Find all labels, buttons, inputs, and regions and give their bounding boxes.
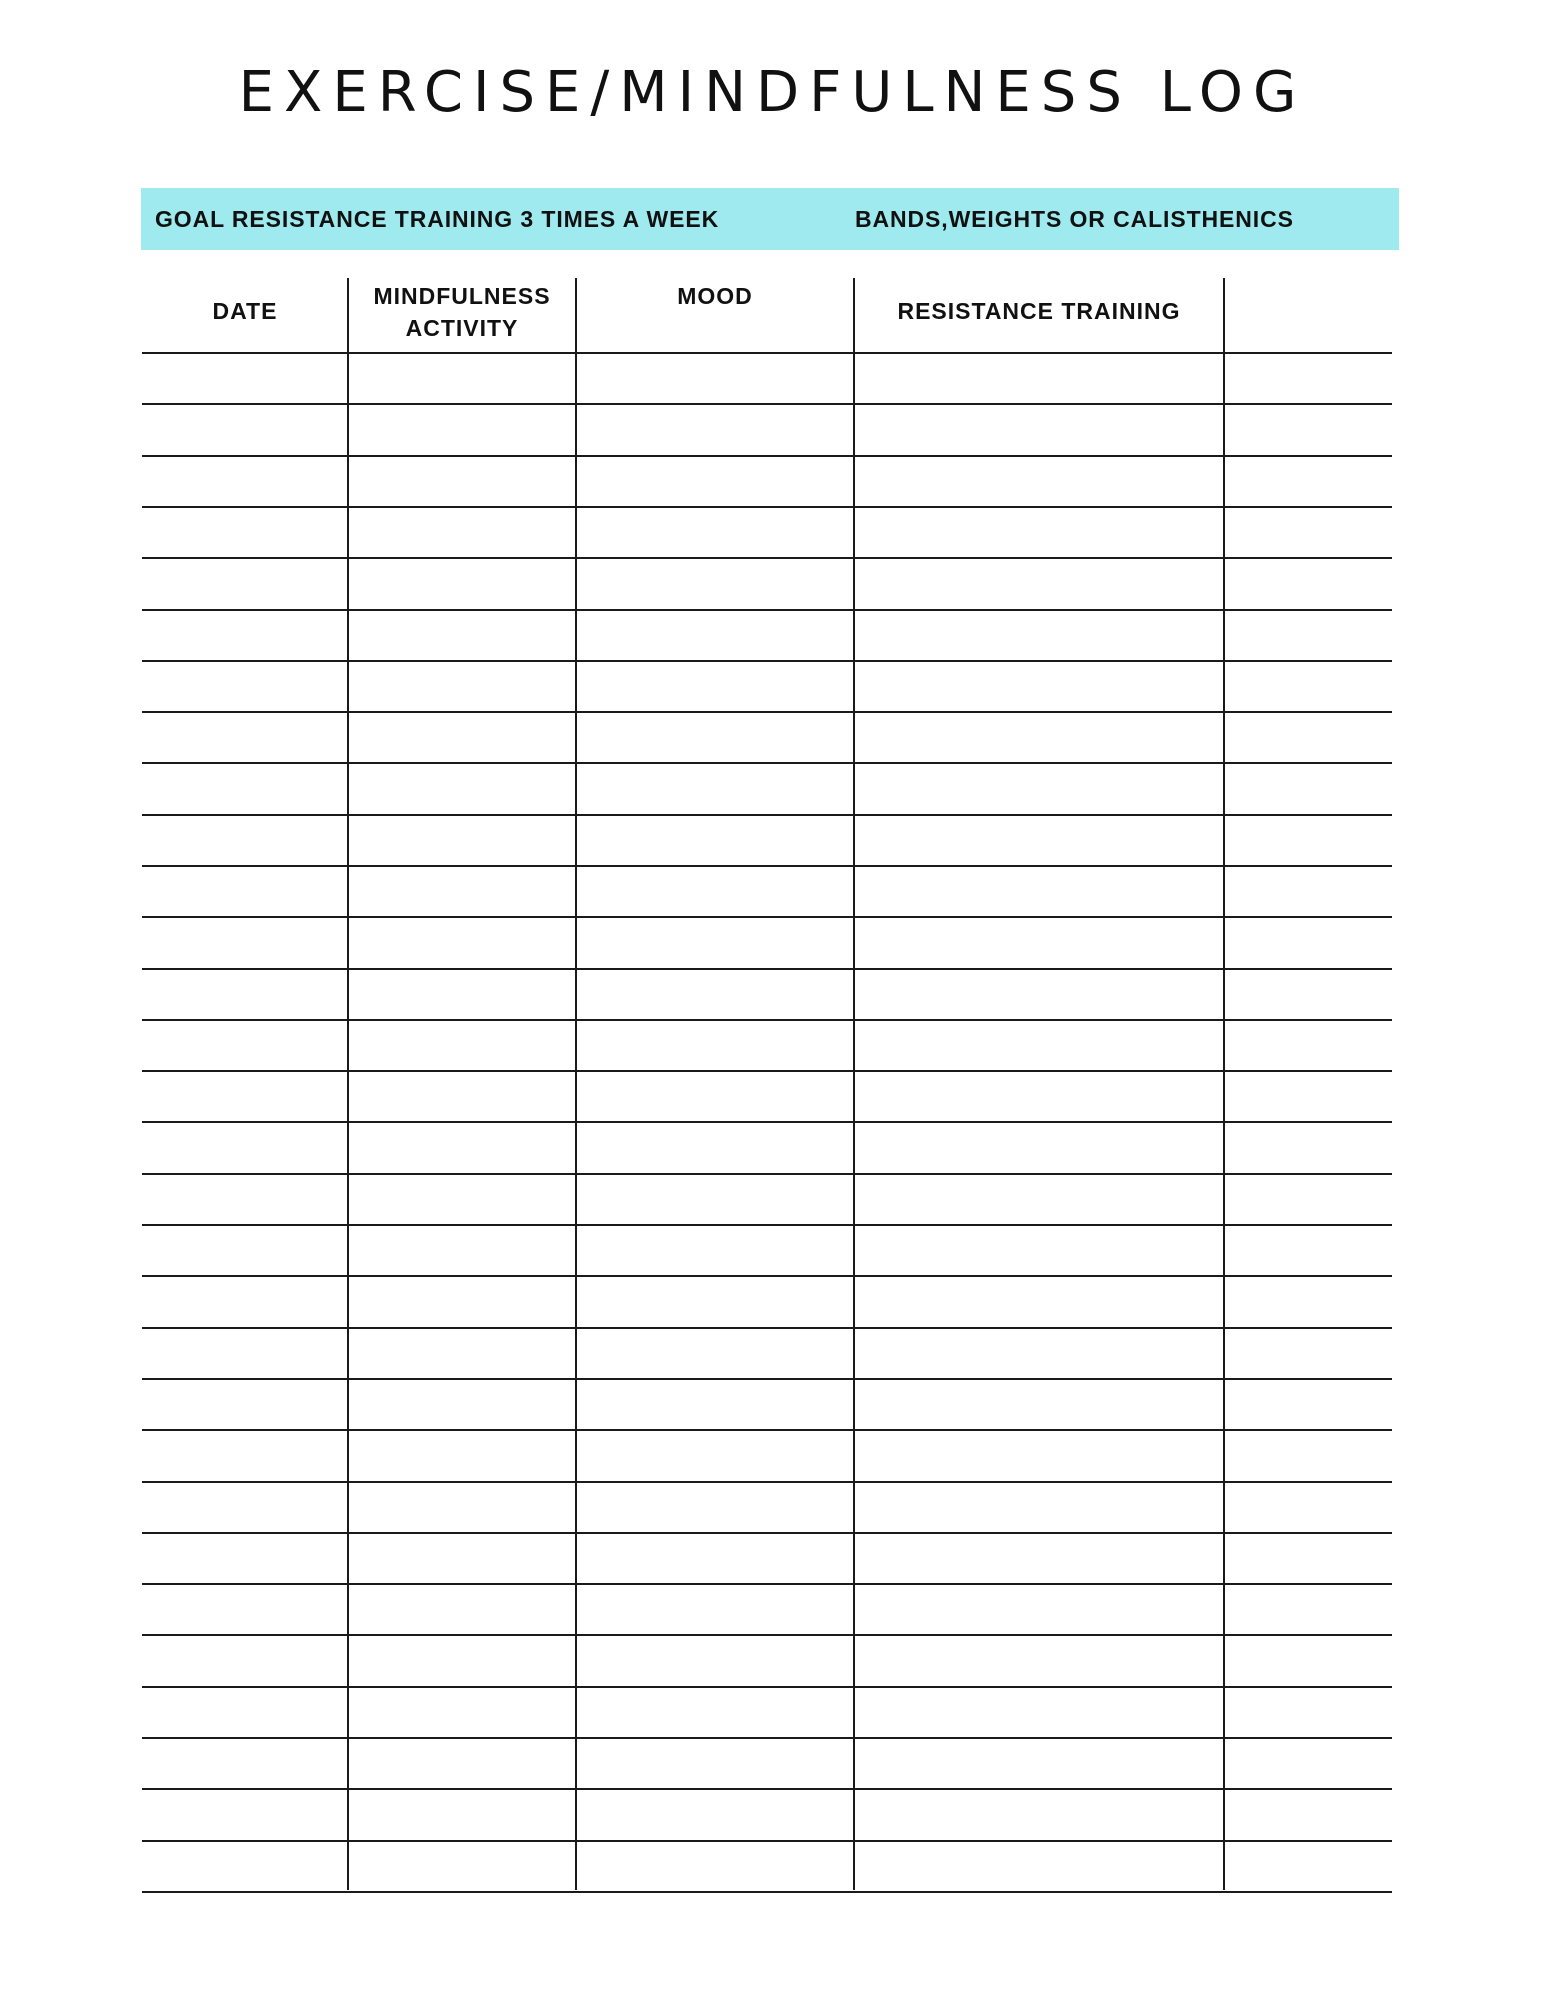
mood-cell[interactable] bbox=[577, 816, 853, 865]
date-cell[interactable] bbox=[142, 1380, 347, 1429]
extra-cell[interactable] bbox=[1225, 1175, 1392, 1224]
date-cell[interactable] bbox=[142, 1688, 347, 1737]
table-row bbox=[142, 1483, 1392, 1532]
date-cell[interactable] bbox=[142, 713, 347, 762]
date-cell[interactable] bbox=[142, 867, 347, 916]
mindfulness-activity-cell[interactable] bbox=[349, 1124, 575, 1173]
table-row bbox=[142, 1072, 1392, 1121]
mindfulness-activity-cell[interactable] bbox=[349, 1585, 575, 1634]
mood-cell[interactable] bbox=[577, 354, 853, 403]
table-row bbox=[142, 867, 1392, 916]
resistance-training-cell[interactable] bbox=[855, 1380, 1223, 1429]
date-cell[interactable] bbox=[142, 1790, 347, 1839]
resistance-training-cell[interactable] bbox=[855, 1277, 1223, 1326]
mindfulness-activity-cell[interactable] bbox=[349, 1226, 575, 1275]
mood-cell[interactable] bbox=[577, 1021, 853, 1070]
date-cell[interactable] bbox=[142, 611, 347, 660]
mood-cell[interactable] bbox=[577, 662, 853, 711]
extra-cell[interactable] bbox=[1225, 713, 1392, 762]
table-row bbox=[142, 508, 1392, 557]
mindfulness-activity-cell[interactable] bbox=[349, 1842, 575, 1891]
column-header-date-label: DATE bbox=[212, 298, 278, 324]
mindfulness-activity-cell[interactable] bbox=[349, 1175, 575, 1224]
mood-cell[interactable] bbox=[577, 1329, 853, 1378]
mood-cell[interactable] bbox=[577, 1790, 853, 1839]
extra-cell[interactable] bbox=[1225, 970, 1392, 1019]
mood-cell[interactable] bbox=[577, 1842, 853, 1891]
table-row bbox=[142, 1277, 1392, 1326]
resistance-training-cell[interactable] bbox=[855, 1534, 1223, 1583]
mood-cell[interactable] bbox=[577, 1739, 853, 1788]
extra-cell[interactable] bbox=[1225, 1688, 1392, 1737]
table-row bbox=[142, 918, 1392, 967]
date-cell[interactable] bbox=[142, 764, 347, 813]
date-cell[interactable] bbox=[142, 405, 347, 454]
extra-cell[interactable] bbox=[1225, 1534, 1392, 1583]
resistance-training-cell[interactable] bbox=[855, 662, 1223, 711]
table-row bbox=[142, 1637, 1392, 1686]
mindfulness-activity-cell[interactable] bbox=[349, 662, 575, 711]
extra-cell[interactable] bbox=[1225, 1585, 1392, 1634]
date-cell[interactable] bbox=[142, 662, 347, 711]
extra-cell[interactable] bbox=[1225, 1277, 1392, 1326]
extra-cell[interactable] bbox=[1225, 1431, 1392, 1480]
mood-cell[interactable] bbox=[577, 918, 853, 967]
table-row bbox=[142, 457, 1392, 506]
mood-cell[interactable] bbox=[577, 867, 853, 916]
mood-cell[interactable] bbox=[577, 1688, 853, 1737]
date-cell[interactable] bbox=[142, 1585, 347, 1634]
extra-cell[interactable] bbox=[1225, 1483, 1392, 1532]
mood-cell[interactable] bbox=[577, 970, 853, 1019]
extra-cell[interactable] bbox=[1225, 662, 1392, 711]
table-row bbox=[142, 1124, 1392, 1173]
table-row bbox=[142, 1329, 1392, 1378]
extra-cell[interactable] bbox=[1225, 1739, 1392, 1788]
resistance-training-cell[interactable] bbox=[855, 1021, 1223, 1070]
goal-text: GOAL RESISTANCE TRAINING 3 TIMES A WEEK bbox=[155, 206, 720, 232]
mood-cell[interactable] bbox=[577, 1226, 853, 1275]
mindfulness-activity-cell[interactable] bbox=[349, 1380, 575, 1429]
table-row bbox=[142, 611, 1392, 660]
extra-cell[interactable] bbox=[1225, 1790, 1392, 1839]
table-row bbox=[142, 1175, 1392, 1224]
mood-cell[interactable] bbox=[577, 1483, 853, 1532]
resistance-training-cell[interactable] bbox=[855, 1175, 1223, 1224]
mood-cell[interactable] bbox=[577, 1431, 853, 1480]
column-header-date bbox=[142, 295, 348, 327]
date-cell[interactable] bbox=[142, 1431, 347, 1480]
mindfulness-activity-cell[interactable] bbox=[349, 1021, 575, 1070]
extra-cell[interactable] bbox=[1225, 1842, 1392, 1891]
mood-cell[interactable] bbox=[577, 1380, 853, 1429]
resistance-training-cell[interactable] bbox=[855, 918, 1223, 967]
extra-cell[interactable] bbox=[1225, 1226, 1392, 1275]
mood-cell[interactable] bbox=[577, 611, 853, 660]
extra-cell[interactable] bbox=[1225, 1329, 1392, 1378]
mood-cell[interactable] bbox=[577, 1534, 853, 1583]
extra-cell[interactable] bbox=[1225, 405, 1392, 454]
mood-cell[interactable] bbox=[577, 1637, 853, 1686]
mindfulness-activity-cell[interactable] bbox=[349, 1637, 575, 1686]
mood-cell[interactable] bbox=[577, 713, 853, 762]
resistance-training-cell[interactable] bbox=[855, 1688, 1223, 1737]
resistance-training-cell[interactable] bbox=[855, 611, 1223, 660]
mindfulness-activity-cell[interactable] bbox=[349, 918, 575, 967]
mindfulness-activity-cell[interactable] bbox=[349, 1277, 575, 1326]
extra-cell[interactable] bbox=[1225, 1637, 1392, 1686]
mindfulness-activity-cell[interactable] bbox=[349, 1072, 575, 1121]
date-cell[interactable] bbox=[142, 559, 347, 608]
mindfulness-activity-cell[interactable] bbox=[349, 713, 575, 762]
resistance-training-cell[interactable] bbox=[855, 354, 1223, 403]
table-row bbox=[142, 764, 1392, 813]
extra-cell[interactable] bbox=[1225, 1021, 1392, 1070]
table-row bbox=[142, 559, 1392, 608]
mindfulness-activity-cell[interactable] bbox=[349, 1534, 575, 1583]
table-row bbox=[142, 405, 1392, 454]
log-table bbox=[142, 278, 1392, 1890]
extra-cell[interactable] bbox=[1225, 1124, 1392, 1173]
column-header-mindfulness-line1: MINDFULNESS bbox=[373, 283, 551, 309]
mindfulness-activity-cell[interactable] bbox=[349, 867, 575, 916]
table-row bbox=[142, 1021, 1392, 1070]
column-header-mood bbox=[576, 280, 854, 312]
equipment-text: BANDS,WEIGHTS OR CALISTHENICS bbox=[855, 206, 1294, 232]
column-header-resistance-training bbox=[854, 295, 1224, 327]
date-cell[interactable] bbox=[142, 1739, 347, 1788]
date-cell[interactable] bbox=[142, 1842, 347, 1891]
resistance-training-cell[interactable] bbox=[855, 1329, 1223, 1378]
resistance-training-cell[interactable] bbox=[855, 1124, 1223, 1173]
mindfulness-activity-cell[interactable] bbox=[349, 1739, 575, 1788]
date-cell[interactable] bbox=[142, 816, 347, 865]
resistance-training-cell[interactable] bbox=[855, 1790, 1223, 1839]
table-row bbox=[142, 1534, 1392, 1583]
resistance-training-cell[interactable] bbox=[855, 1842, 1223, 1891]
table-row bbox=[142, 1739, 1392, 1788]
column-header-mindfulness-activity bbox=[348, 280, 576, 344]
date-cell[interactable] bbox=[142, 1072, 347, 1121]
table-row bbox=[142, 713, 1392, 762]
date-cell[interactable] bbox=[142, 354, 347, 403]
mindfulness-activity-cell[interactable] bbox=[349, 1329, 575, 1378]
extra-cell[interactable] bbox=[1225, 867, 1392, 916]
extra-cell[interactable] bbox=[1225, 611, 1392, 660]
extra-cell[interactable] bbox=[1225, 1072, 1392, 1121]
date-cell[interactable] bbox=[142, 1329, 347, 1378]
mindfulness-activity-cell[interactable] bbox=[349, 457, 575, 506]
mindfulness-activity-cell[interactable] bbox=[349, 508, 575, 557]
resistance-training-cell[interactable] bbox=[855, 1226, 1223, 1275]
mindfulness-activity-cell[interactable] bbox=[349, 764, 575, 813]
resistance-training-cell[interactable] bbox=[855, 713, 1223, 762]
table-row bbox=[142, 1842, 1392, 1891]
table-row bbox=[142, 1688, 1392, 1737]
table-row bbox=[142, 816, 1392, 865]
resistance-training-cell[interactable] bbox=[855, 867, 1223, 916]
mood-cell[interactable] bbox=[577, 764, 853, 813]
resistance-training-cell[interactable] bbox=[855, 1739, 1223, 1788]
mindfulness-activity-cell[interactable] bbox=[349, 354, 575, 403]
mood-cell[interactable] bbox=[577, 1175, 853, 1224]
table-row bbox=[142, 1226, 1392, 1275]
goal-banner bbox=[141, 188, 1399, 250]
extra-cell[interactable] bbox=[1225, 559, 1392, 608]
date-cell[interactable] bbox=[142, 1637, 347, 1686]
extra-cell[interactable] bbox=[1225, 508, 1392, 557]
resistance-training-cell[interactable] bbox=[855, 457, 1223, 506]
date-cell[interactable] bbox=[142, 457, 347, 506]
date-cell[interactable] bbox=[142, 918, 347, 967]
mindfulness-activity-cell[interactable] bbox=[349, 559, 575, 608]
mood-cell[interactable] bbox=[577, 1277, 853, 1326]
date-cell[interactable] bbox=[142, 1534, 347, 1583]
column-header-mindfulness-line2: ACTIVITY bbox=[405, 315, 519, 341]
date-cell[interactable] bbox=[142, 1483, 347, 1532]
date-cell[interactable] bbox=[142, 970, 347, 1019]
resistance-training-cell[interactable] bbox=[855, 1431, 1223, 1480]
column-header-resistance-training-label: RESISTANCE TRAINING bbox=[897, 298, 1181, 324]
mindfulness-activity-cell[interactable] bbox=[349, 611, 575, 660]
extra-cell[interactable] bbox=[1225, 816, 1392, 865]
mindfulness-activity-cell[interactable] bbox=[349, 1790, 575, 1839]
extra-cell[interactable] bbox=[1225, 918, 1392, 967]
resistance-training-cell[interactable] bbox=[855, 816, 1223, 865]
row-divider bbox=[142, 1891, 1392, 1893]
page-title: EXERCISE/MINDFULNESS LOG bbox=[238, 60, 1307, 125]
table-row bbox=[142, 354, 1392, 403]
table-row bbox=[142, 1431, 1392, 1480]
mindfulness-activity-cell[interactable] bbox=[349, 1431, 575, 1480]
mood-cell[interactable] bbox=[577, 1585, 853, 1634]
mindfulness-activity-cell[interactable] bbox=[349, 1483, 575, 1532]
resistance-training-cell[interactable] bbox=[855, 559, 1223, 608]
column-header-mood-label: MOOD bbox=[677, 283, 753, 309]
resistance-training-cell[interactable] bbox=[855, 405, 1223, 454]
resistance-training-cell[interactable] bbox=[855, 1072, 1223, 1121]
mood-cell[interactable] bbox=[577, 1124, 853, 1173]
table-row bbox=[142, 1585, 1392, 1634]
date-cell[interactable] bbox=[142, 1226, 347, 1275]
date-cell[interactable] bbox=[142, 1021, 347, 1070]
mood-cell[interactable] bbox=[577, 508, 853, 557]
table-row bbox=[142, 1790, 1392, 1839]
resistance-training-cell[interactable] bbox=[855, 1637, 1223, 1686]
date-cell[interactable] bbox=[142, 508, 347, 557]
resistance-training-cell[interactable] bbox=[855, 1483, 1223, 1532]
date-cell[interactable] bbox=[142, 1175, 347, 1224]
date-cell[interactable] bbox=[142, 1277, 347, 1326]
table-row bbox=[142, 1380, 1392, 1429]
date-cell[interactable] bbox=[142, 1124, 347, 1173]
resistance-training-cell[interactable] bbox=[855, 508, 1223, 557]
mood-cell[interactable] bbox=[577, 457, 853, 506]
extra-cell[interactable] bbox=[1225, 457, 1392, 506]
mindfulness-activity-cell[interactable] bbox=[349, 816, 575, 865]
resistance-training-cell[interactable] bbox=[855, 764, 1223, 813]
mood-cell[interactable] bbox=[577, 1072, 853, 1121]
mood-cell[interactable] bbox=[577, 559, 853, 608]
mood-cell[interactable] bbox=[577, 405, 853, 454]
extra-cell[interactable] bbox=[1225, 1380, 1392, 1429]
table-row bbox=[142, 970, 1392, 1019]
resistance-training-cell[interactable] bbox=[855, 1585, 1223, 1634]
extra-cell[interactable] bbox=[1225, 764, 1392, 813]
table-row bbox=[142, 662, 1392, 711]
mindfulness-activity-cell[interactable] bbox=[349, 970, 575, 1019]
extra-cell[interactable] bbox=[1225, 354, 1392, 403]
mindfulness-activity-cell[interactable] bbox=[349, 405, 575, 454]
resistance-training-cell[interactable] bbox=[855, 970, 1223, 1019]
mindfulness-activity-cell[interactable] bbox=[349, 1688, 575, 1737]
